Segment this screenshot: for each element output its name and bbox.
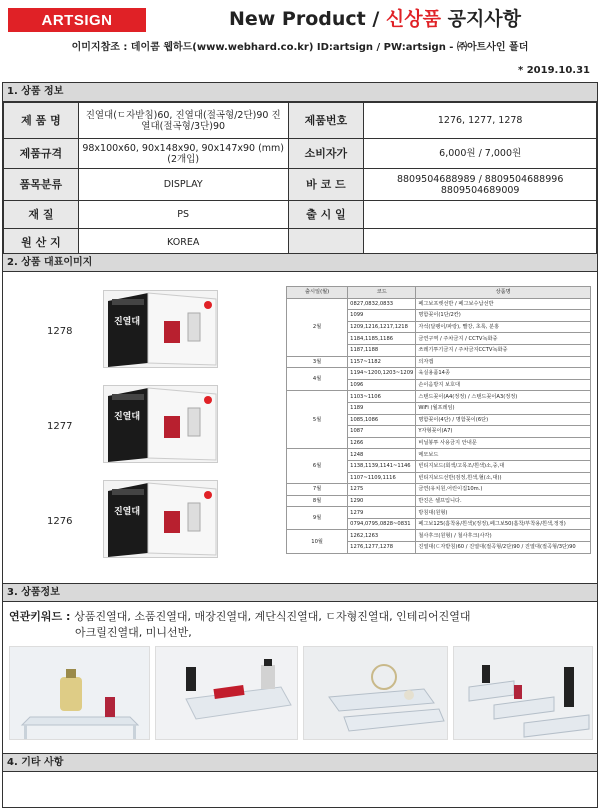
product-box-art (104, 481, 219, 559)
product-box-image (103, 290, 218, 368)
related-keywords (9, 609, 470, 641)
product-codes: 1290 (348, 495, 416, 507)
code-table-header: 코드 (348, 287, 416, 299)
info-row (4, 103, 597, 139)
product-codes: 1189 (348, 402, 416, 414)
code-table-row (287, 507, 591, 519)
product-codes: 0794,0795,0828~0831 (348, 518, 416, 530)
info-value: DISPLAY (78, 169, 288, 201)
product-codes: 1266 (348, 437, 416, 449)
info-label: 소비자가 (288, 139, 364, 169)
info-label: 재 질 (4, 201, 79, 229)
code-table-row (287, 298, 591, 310)
info-label: 원 산 지 (4, 229, 79, 257)
notice-frame (2, 82, 598, 808)
image-reference: 이미지참조 : 데이콤 웹하드(www.webhard.co.kr) ID:artsign / PW:artsign - ㈜아트사인 폴더 (71, 42, 529, 53)
product-code-label: 1277 (47, 421, 73, 432)
product-codes: 1157~1182 (348, 356, 416, 368)
box-label: 진열대 (113, 317, 141, 327)
box-label: 진열대 (113, 412, 141, 422)
product-codes: 1209,1216,1217,1218 (348, 321, 416, 333)
release-month: 9월 (287, 507, 348, 530)
product-code-label: 1276 (47, 516, 73, 527)
info-label: 제품규격 (4, 139, 79, 169)
product-codes: 1138,1139,1141~1146 (348, 460, 416, 472)
section1-title: 1. 상품 정보 (3, 83, 597, 102)
product-codes: 1107~1109,1116 (348, 472, 416, 484)
photo-1-art (10, 647, 150, 740)
info-value: 1276, 1277, 1278 (364, 103, 597, 139)
product-codes: 1194~1200,1203~1209 (348, 368, 416, 380)
product-codes: 1275 (348, 484, 416, 496)
product-names: 명함꽂이(1단/2칸) (416, 310, 591, 322)
product-names: 비닐봉투 사용금지 안내문 (416, 437, 591, 449)
info-label: 바 코 드 (288, 169, 364, 201)
product-codes: 1276,1277,1278 (348, 542, 416, 554)
info-row (4, 169, 597, 201)
product-names: 금연(유치원,어린이집10m.) (416, 484, 591, 496)
info-label: 제품번호 (288, 103, 364, 139)
product-info-table (3, 102, 597, 257)
product-photo-2 (155, 646, 298, 740)
product-names: 페그보125(흡착용/흰색)(정정),페그보50(흡착/부착용/흰색,정정) (416, 518, 591, 530)
page-title (150, 2, 600, 36)
info-value: 6,000원 / 7,000원 (364, 139, 597, 169)
product-names: 빈티지보드(회색/고목조/흰색)소,중,대 (416, 460, 591, 472)
info-value: PS (78, 201, 288, 229)
photo-2-art (156, 647, 298, 740)
product-box-art (104, 291, 219, 369)
code-table-row (287, 356, 591, 368)
notice-date: * 2019.10.31 (518, 65, 590, 76)
code-table-row (287, 449, 591, 461)
info-label: 제 품 명 (4, 103, 79, 139)
product-names: 반진은 셀프입니다. (416, 495, 591, 507)
release-month: 2월 (287, 298, 348, 356)
product-codes: 1087 (348, 426, 416, 438)
product-box-image (103, 385, 218, 463)
product-names: 메모보드 (416, 449, 591, 461)
product-names: 철사후크(원형) / 철사후크(사각) (416, 530, 591, 542)
release-month: 10월 (287, 530, 348, 553)
section3-title: 3. 상품정보 (3, 583, 597, 602)
release-month: 6월 (287, 449, 348, 484)
info-value: KOREA (78, 229, 288, 257)
product-names: 스탠드꽂이(A4(정정) / 스탠드꽂이A3(정정) (416, 391, 591, 403)
title-suffix: 공지사항 (440, 8, 522, 30)
release-code-table (286, 286, 591, 554)
product-codes: 1096 (348, 379, 416, 391)
product-codes: 1248 (348, 449, 416, 461)
section4-title: 4. 기타 사항 (3, 753, 597, 772)
product-photo-4 (453, 646, 593, 740)
code-table-header: 상품명 (416, 287, 591, 299)
artsign-logo: ARTSIGN (8, 8, 146, 32)
section2-title: 2. 상품 대표이미지 (3, 253, 597, 272)
product-names: WiFi (월프레임) (416, 402, 591, 414)
info-value (364, 201, 597, 229)
product-codes: 1099 (348, 310, 416, 322)
release-month: 8월 (287, 495, 348, 507)
box-label: 진열대 (113, 507, 141, 517)
code-table-row (287, 484, 591, 496)
product-photo-1 (9, 646, 150, 740)
product-box-art (104, 386, 219, 464)
keywords-line1: 상품진열대, 소품진열대, 매장진열대, 계단식진열대, ㄷ자형진열대, 인테리어진열대 (74, 610, 471, 623)
product-box-image (103, 480, 218, 558)
product-names: 페그보프렛선반 / 페그보수납선반 (416, 298, 591, 310)
product-names: 금연구역 / 주차금지 / CCTV녹화중 (416, 333, 591, 345)
release-month: 5월 (287, 391, 348, 449)
release-month: 4월 (287, 368, 348, 391)
info-label: 품목분류 (4, 169, 79, 201)
keyword-label: 연관키워드 : (9, 610, 75, 623)
product-names: 명함꽂이(4단) / 명함꽂이(6단) (416, 414, 591, 426)
title-red: 신상품 (385, 8, 441, 30)
info-row (4, 201, 597, 229)
product-names: Y자형꽂이(A7) (416, 426, 591, 438)
product-names: 의자캡 (416, 356, 591, 368)
info-value: 진열대(ㄷ자받침)60, 진열대(절곡형/2단)90 진열대(절곡형/3단)90 (78, 103, 288, 139)
product-codes: 1187,1188 (348, 344, 416, 356)
product-names: 손이음방지 보호대 (416, 379, 591, 391)
product-codes: 1085,1086 (348, 414, 416, 426)
code-table-row (287, 391, 591, 403)
product-names: 쓰레기투기금지 / 주차금지CCTV녹화중 (416, 344, 591, 356)
product-code-label: 1278 (47, 326, 73, 337)
title-prefix: New Product / (228, 8, 386, 30)
info-value: 98x100x60, 90x148x90, 90x147x90 (mm) (2개입) (78, 139, 288, 169)
product-codes: 1262,1263 (348, 530, 416, 542)
info-label: 출 시 일 (288, 201, 364, 229)
product-codes: 1184,1185,1186 (348, 333, 416, 345)
info-row (4, 139, 597, 169)
product-codes: 1103~1106 (348, 391, 416, 403)
code-table-row (287, 495, 591, 507)
code-table-row (287, 368, 591, 380)
code-table-row (287, 530, 591, 542)
photo-3-art (304, 647, 448, 740)
product-codes: 1279 (348, 507, 416, 519)
product-names: 자석(달팽이/파랑), 빨강, 초록, 분홍 (416, 321, 591, 333)
release-month: 3월 (287, 356, 348, 368)
product-names: 진열대(ㄷ자받침)60 / 진열대(절곡형/2단)90 / 진열대(절곡형/3단)90 (416, 542, 591, 554)
info-value: 8809504688989 / 8809504688996 8809504689009 (364, 169, 597, 201)
product-names: 빈티지보드선반(검정,흰색,혈(소,대)) (416, 472, 591, 484)
product-names: 방침대(원형) (416, 507, 591, 519)
product-codes: 0827,0832,0833 (348, 298, 416, 310)
release-month: 7월 (287, 484, 348, 496)
photo-4-art (454, 647, 593, 740)
product-photo-3 (303, 646, 448, 740)
product-names: 육실용품14종 (416, 368, 591, 380)
code-table-header: 출시일(월) (287, 287, 348, 299)
keywords-line2: 아크릴진열대, 미니선반, (75, 626, 192, 639)
